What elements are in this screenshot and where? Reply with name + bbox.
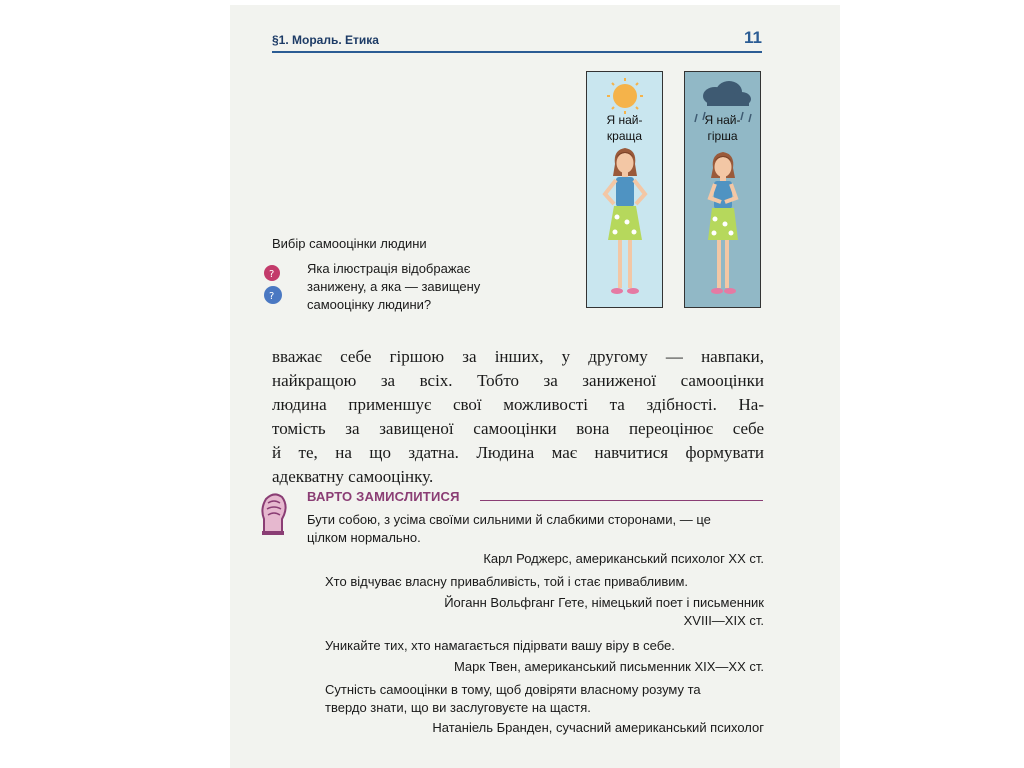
- section-title: §1. Мораль. Етика: [272, 33, 379, 47]
- svg-text:?: ?: [269, 269, 275, 280]
- paragraph-line: найкращою за всіх. Тобто за заниженої самооцінки: [272, 371, 764, 390]
- question-heads-icon: [260, 263, 286, 309]
- quote-1: [307, 511, 764, 568]
- figure-title: Вибір самооцінки людини: [272, 236, 427, 251]
- svg-text:?: ?: [269, 291, 275, 302]
- illustration-best: [586, 71, 663, 308]
- paragraph-line: томість за завищеної самооцінки вона переоцінює себе: [272, 419, 764, 438]
- paragraph-line: вважає себе гіршою за інших, у другому — навпаки,: [272, 347, 764, 366]
- paragraph-line: адекватну самооцінку.: [272, 467, 434, 486]
- think-divider: [480, 500, 763, 501]
- quote-3: [307, 637, 764, 676]
- thinker-icon: [256, 489, 290, 537]
- caption-worst: Я най- гірша: [704, 113, 741, 143]
- quote-text: Хто відчуває власну привабливість, той і стає привабливим.: [325, 574, 689, 589]
- paragraph-line: людина применшує свої можливості та здібності. На-: [272, 395, 764, 414]
- sun-icon: [607, 78, 643, 114]
- quote-text: цілком нормально.: [307, 530, 421, 545]
- quote-2: [307, 573, 764, 630]
- quote-author: Марк Твен, американський письменник XIX—XX ст.: [453, 659, 764, 674]
- girl-sad: [708, 152, 738, 294]
- quote-text: Бути собою, з усіма своїми сильними й слабкими сторонами, — це: [307, 512, 711, 527]
- paragraph-line: й те, на що здатна. Людина має навчитися формувати: [272, 443, 764, 462]
- page-header: [272, 27, 762, 53]
- page-number: 11: [744, 28, 762, 47]
- quote-author: Натаніель Бранден, сучасний американський психолог: [432, 720, 764, 735]
- illustration-worst: [684, 71, 761, 308]
- quote-text: Уникайте тих, хто намагається підірвати вашу віру в себе.: [325, 638, 675, 653]
- girl-confident: [605, 148, 645, 294]
- textbook-page: [230, 5, 840, 768]
- illustration-question: Яка ілюстрація відображає занижену, а яка — завищену самооцінку людини?: [307, 261, 481, 312]
- quote-author: Йоганн Вольфганг Гете, німецький поет і письменник: [444, 595, 764, 610]
- quote-text: твердо знати, що ви заслуговуєте на щастя.: [325, 700, 591, 715]
- quote-author-years: XVIII—XIX ст.: [683, 613, 764, 628]
- quote-text: Сутність самооцінки в тому, щоб довіряти власному розуму та: [325, 682, 701, 697]
- quote-author: Карл Роджерс, американський психолог XX ст.: [483, 551, 764, 566]
- quote-4: [307, 681, 764, 737]
- think-section-title: ВАРТО ЗАМИСЛИТИСЯ: [307, 489, 460, 504]
- main-paragraph: [272, 345, 764, 489]
- caption-best: Я най- краща: [606, 113, 643, 143]
